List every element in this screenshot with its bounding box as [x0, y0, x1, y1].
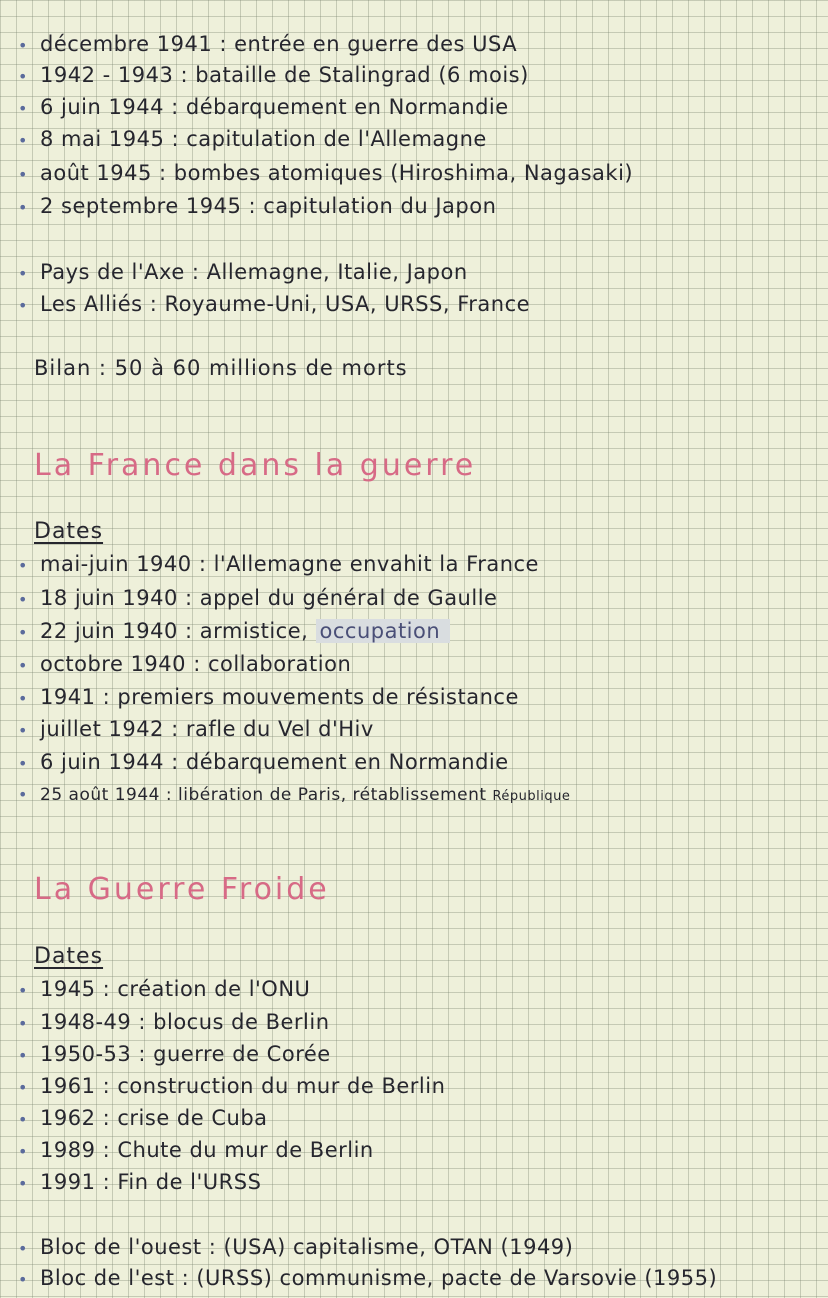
- bullet-icon: •: [18, 656, 28, 675]
- section-title-france: La France dans la guerre: [34, 448, 477, 483]
- bullet-icon: •: [18, 198, 28, 217]
- bullet-icon: •: [18, 754, 28, 773]
- ww2-date-4: • 8 mai 1945 : capitulation de l'Allemagne: [18, 125, 822, 155]
- cold-war-date-1: • 1945 : création de l'ONU: [18, 975, 822, 1005]
- bullet-icon: •: [18, 264, 28, 283]
- cold-war-date-2: • 1948-49 : blocus de Berlin: [18, 1008, 822, 1038]
- bullet-icon: •: [18, 785, 28, 804]
- france-date-3: • 22 juin 1940 : armistice, occupation: [18, 617, 822, 647]
- bullet-icon: •: [18, 67, 28, 86]
- highlighted-word: occupation: [316, 619, 451, 643]
- cold-war-date-6: • 1989 : Chute du mur de Berlin: [18, 1136, 822, 1166]
- bullet-icon: •: [18, 1142, 28, 1161]
- bullet-icon: •: [18, 1014, 28, 1033]
- bullet-icon: •: [18, 1110, 28, 1129]
- bullet-icon: •: [18, 623, 28, 642]
- france-date-5: • 1941 : premiers mouvements de résistance: [18, 683, 822, 713]
- france-date-4: • octobre 1940 : collaboration: [18, 650, 822, 680]
- bullet-icon: •: [18, 590, 28, 609]
- ww2-date-3: • 6 juin 1944 : débarquement en Normandie: [18, 93, 822, 123]
- bullet-icon: •: [18, 131, 28, 150]
- france-date-6: • juillet 1942 : rafle du Vel d'Hiv: [18, 715, 822, 745]
- bullet-icon: •: [18, 1046, 28, 1065]
- bullet-icon: •: [18, 981, 28, 1000]
- bullet-icon: •: [18, 1174, 28, 1193]
- ww2-date-1: • décembre 1941 : entrée en guerre des USA: [18, 30, 822, 60]
- bloc-ouest: • Bloc de l'ouest : (USA) capitalisme, OTAN (1949): [18, 1233, 822, 1263]
- bullet-icon: •: [18, 36, 28, 55]
- france-dates-label: Dates: [34, 519, 104, 544]
- bullet-icon: •: [18, 99, 28, 118]
- ww2-date-6: • 2 septembre 1945 : capitulation du Japon: [18, 192, 822, 222]
- alliance-axe: • Pays de l'Axe : Allemagne, Italie, Japon: [18, 258, 822, 288]
- bullet-icon: •: [18, 1239, 28, 1258]
- cold-war-date-5: • 1962 : crise de Cuba: [18, 1104, 822, 1134]
- bullet-icon: •: [18, 689, 28, 708]
- cold-war-date-3: • 1950-53 : guerre de Corée: [18, 1040, 822, 1070]
- cold-war-date-4: • 1961 : construction du mur de Berlin: [18, 1072, 822, 1102]
- alliance-allies: • Les Alliés : Royaume-Uni, USA, URSS, France: [18, 290, 822, 320]
- france-date-8: • 25 août 1944 : libération de Paris, rétablissement République: [18, 781, 822, 811]
- ww2-date-2: • 1942 - 1943 : bataille de Stalingrad (6 mois): [18, 61, 822, 91]
- france-date-2: • 18 juin 1940 : appel du général de Gaulle: [18, 584, 822, 614]
- france-date-1: • mai-juin 1940 : l'Allemagne envahit la France: [18, 550, 822, 580]
- bullet-icon: •: [18, 1270, 28, 1289]
- cold-war-date-7: • 1991 : Fin de l'URSS: [18, 1168, 822, 1198]
- france-date-7: • 6 juin 1944 : débarquement en Normandie: [18, 748, 822, 778]
- bullet-icon: •: [18, 1078, 28, 1097]
- bullet-icon: •: [18, 556, 28, 575]
- ww2-date-5: • août 1945 : bombes atomiques (Hiroshima, Nagasaki): [18, 159, 822, 189]
- bullet-icon: •: [18, 721, 28, 740]
- section-title-cold-war: La Guerre Froide: [34, 872, 330, 907]
- bilan-text: Bilan : 50 à 60 millions de morts: [34, 356, 408, 380]
- cold-war-dates-label: Dates: [34, 944, 104, 969]
- bullet-icon: •: [18, 296, 28, 315]
- bullet-icon: •: [18, 165, 28, 184]
- bloc-est: • Bloc de l'est : (URSS) communisme, pacte de Varsovie (1955): [18, 1264, 822, 1294]
